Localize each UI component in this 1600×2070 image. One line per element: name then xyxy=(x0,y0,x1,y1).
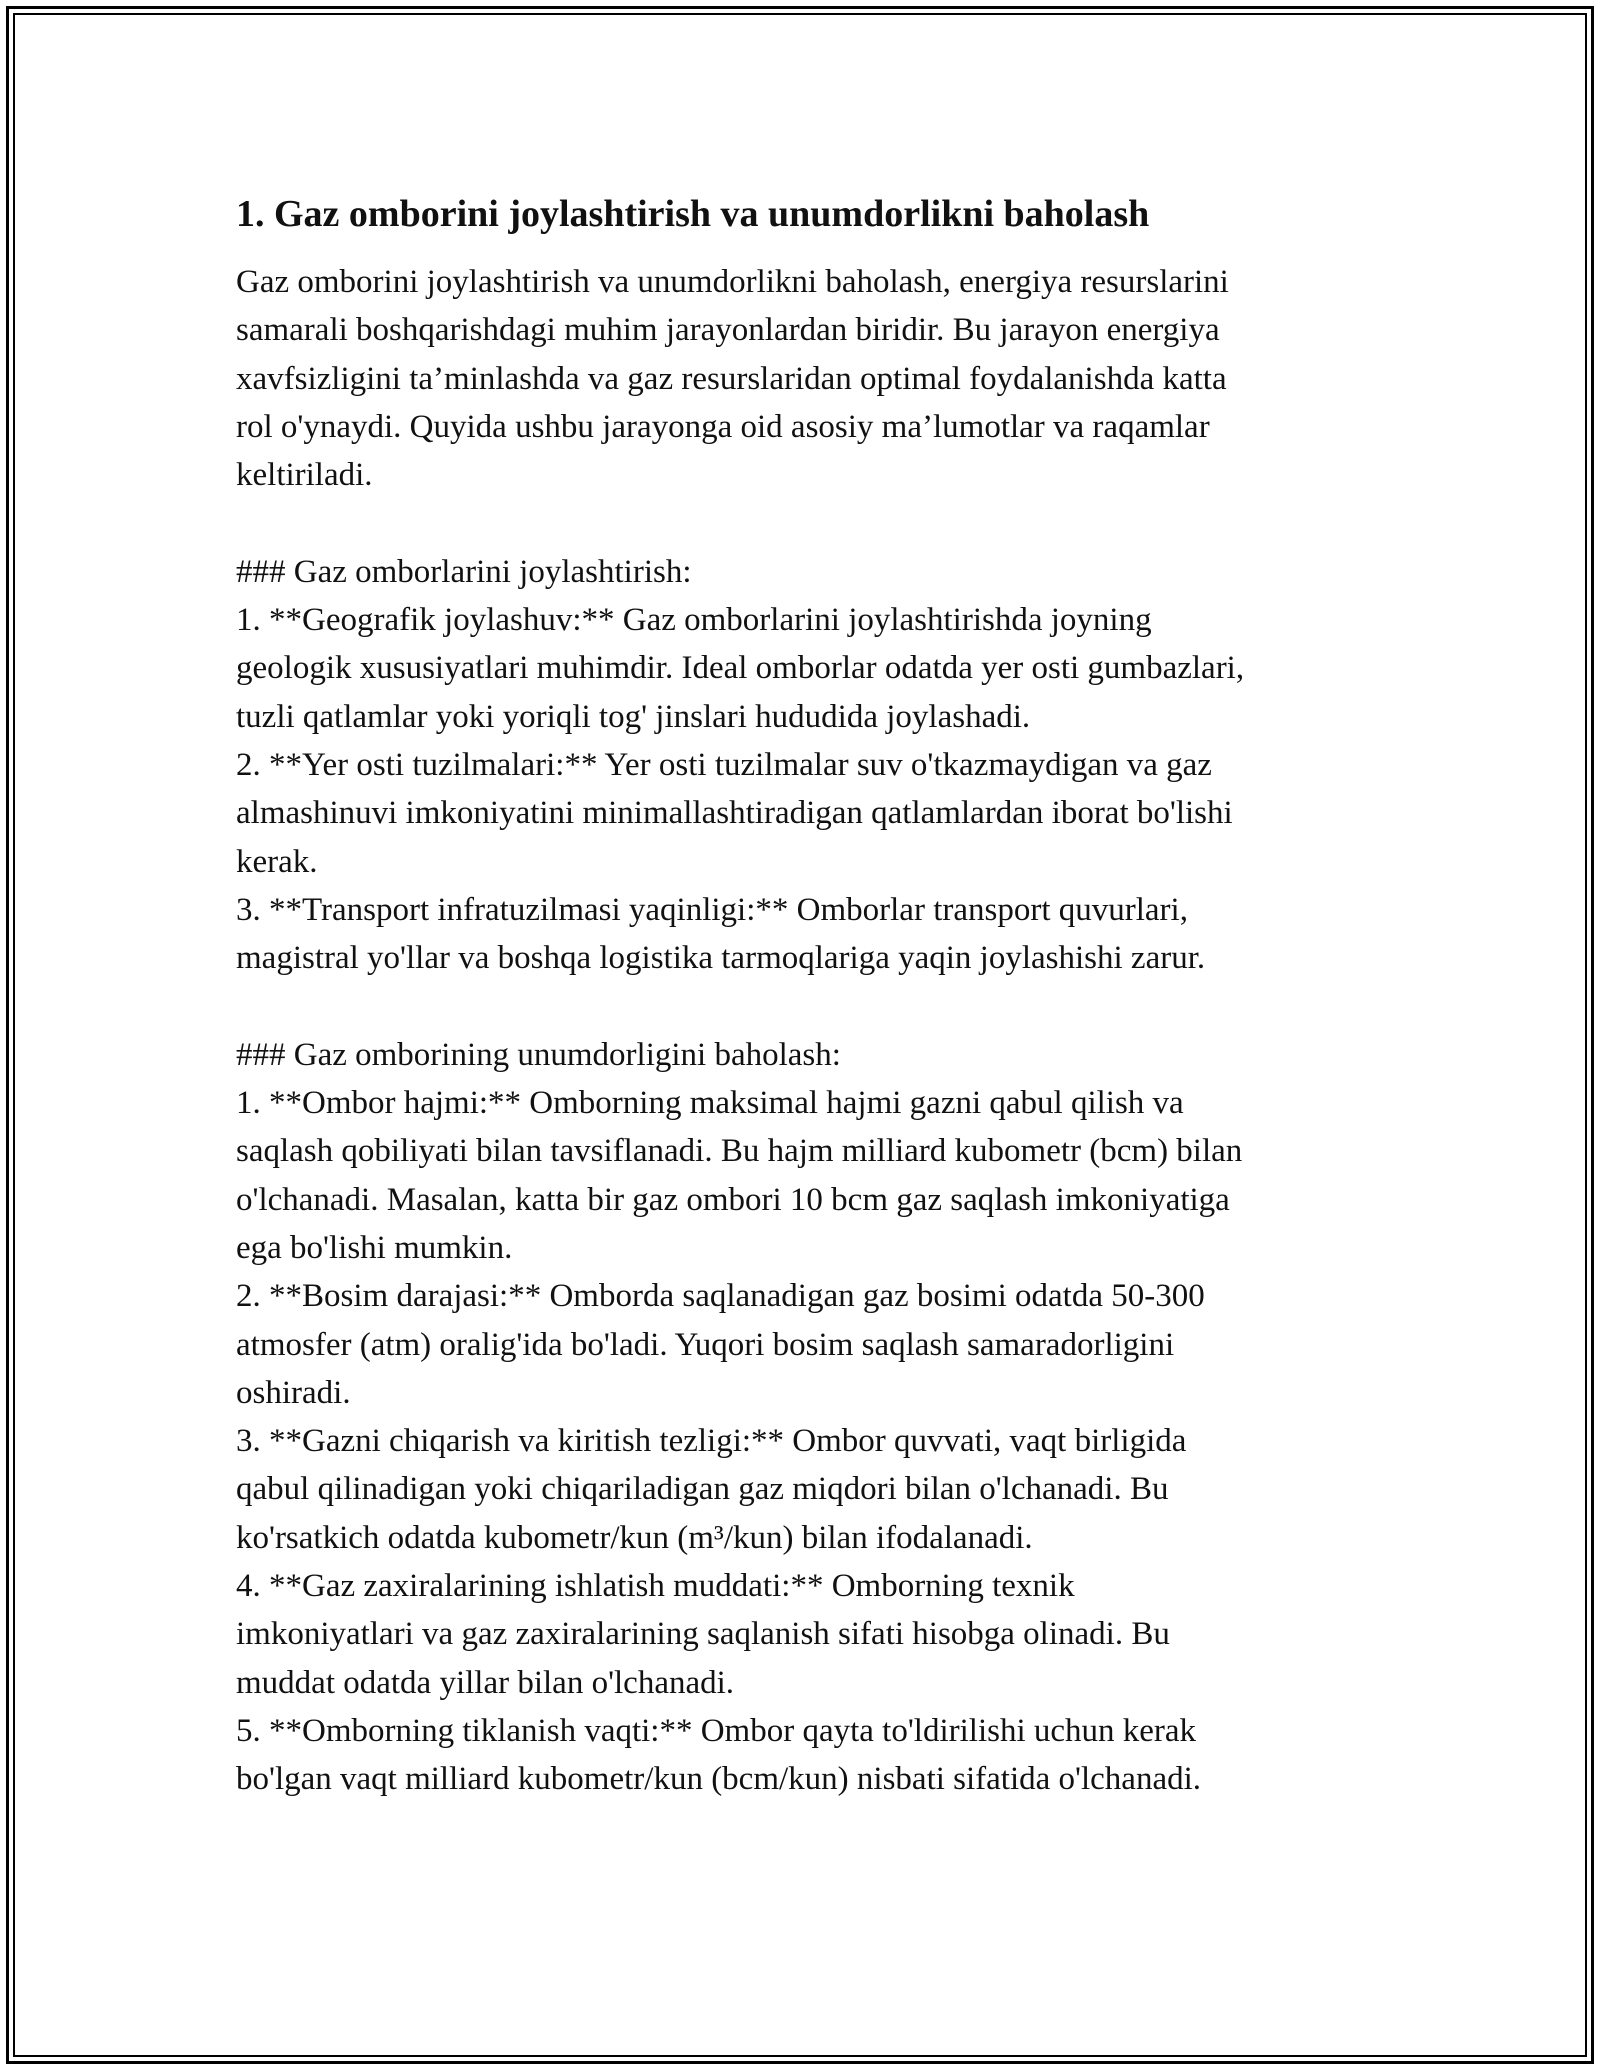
text-line: 2. **Yer osti tuzilmalari:** Yer osti tuzilmalar suv o'tkazmaydigan va gaz xyxy=(236,746,1212,783)
text-line: rol o'ynaydi. Quyida ushbu jarayonga oid asosiy ma’lumotlar va raqamlar xyxy=(236,408,1210,445)
text-line: oshiradi. xyxy=(236,1374,351,1411)
text-line: keltiriladi. xyxy=(236,457,373,494)
text-line: Gaz omborini joylashtirish va unumdorlikni baholash, energiya resurslarini xyxy=(236,264,1229,300)
text-line: saqlash qobiliyati bilan tavsiflanadi. Bu hajm milliard kubometr (bcm) bilan xyxy=(236,1133,1243,1170)
document-body xyxy=(236,188,1386,1804)
text-line: samarali boshqarishdagi muhim jarayonlardan biridir. Bu jarayon energiya xyxy=(236,312,1220,349)
text-line: 3. **Transport infratuzilmasi yaqinligi:** Omborlar transport quvurlari, xyxy=(236,891,1188,928)
text-line: almashinuvi imkoniyatini minimallashtiradigan qatlamlardan iborat bo'lishi xyxy=(236,795,1233,832)
blank-line xyxy=(236,499,1386,547)
text-line: 4. **Gaz zaxiralarining ishlatish muddati:** Omborning texnik xyxy=(236,1568,1075,1605)
text-line: imkoniyatlari va gaz zaxiralarining saqlanish sifati hisobga olinadi. Bu xyxy=(236,1616,1170,1653)
text-line: xavfsizligini ta’minlashda va gaz resurslaridan optimal foydalanishda katta xyxy=(236,360,1227,397)
text-line: bo'lgan vaqt milliard kubometr/kun (bcm/kun) nisbati sifatida o'lchanadi. xyxy=(236,1761,1202,1798)
text-line: ko'rsatkich odatda kubometr/kun (m³/kun) bilan ifodalanadi. xyxy=(236,1519,1033,1556)
document-text xyxy=(236,258,1386,1804)
text-line: magistral yo'llar va boshqa logistika tarmoqlariga yaqin joylashishi zarur. xyxy=(236,940,1206,977)
text-line: 5. **Omborning tiklanish vaqti:** Ombor qayta to'ldirilishi uchun kerak xyxy=(236,1712,1197,1749)
text-line: muddat odatda yillar bilan o'lchanadi. xyxy=(236,1664,735,1701)
text-line: atmosfer (atm) oralig'ida bo'ladi. Yuqori bosim saqlash samaradorligini xyxy=(236,1326,1175,1363)
text-line: o'lchanadi. Masalan, katta bir gaz ombori 10 bcm gaz saqlash imkoniyatiga xyxy=(236,1181,1230,1218)
text-line: geologik xususiyatlari muhimdir. Ideal omborlar odatda yer osti gumbazlari, xyxy=(236,650,1245,687)
text-line: ega bo'lishi mumkin. xyxy=(236,1229,513,1266)
text-line: 1. **Geografik joylashuv:** Gaz omborlarini joylashtirishda joyning xyxy=(236,602,1152,639)
text-line: qabul qilinadigan yoki chiqariladigan gaz miqdori bilan o'lchanadi. Bu xyxy=(236,1471,1169,1508)
text-line: 1. **Ombor hajmi:** Omborning maksimal hajmi gazni qabul qilish va xyxy=(236,1085,1184,1122)
text-line: 2. **Bosim darajasi:** Omborda saqlanadigan gaz bosimi odatda 50-300 xyxy=(236,1278,1205,1315)
text-line: 3. **Gazni chiqarish va kiritish tezligi:** Ombor quvvati, vaqt birligida xyxy=(236,1423,1187,1460)
text-line: tuzli qatlamlar yoki yoriqli tog' jinslari hududida joylashadi. xyxy=(236,698,1031,735)
blank-line xyxy=(236,982,1386,1030)
document-title: 1. Gaz omborini joylashtirish va unumdorlikni baholash xyxy=(236,193,1150,235)
text-line: ### Gaz omborlarini joylashtirish: xyxy=(236,553,692,590)
text-line: kerak. xyxy=(236,843,318,880)
text-line: ### Gaz omborining unumdorligini baholash: xyxy=(236,1036,841,1073)
